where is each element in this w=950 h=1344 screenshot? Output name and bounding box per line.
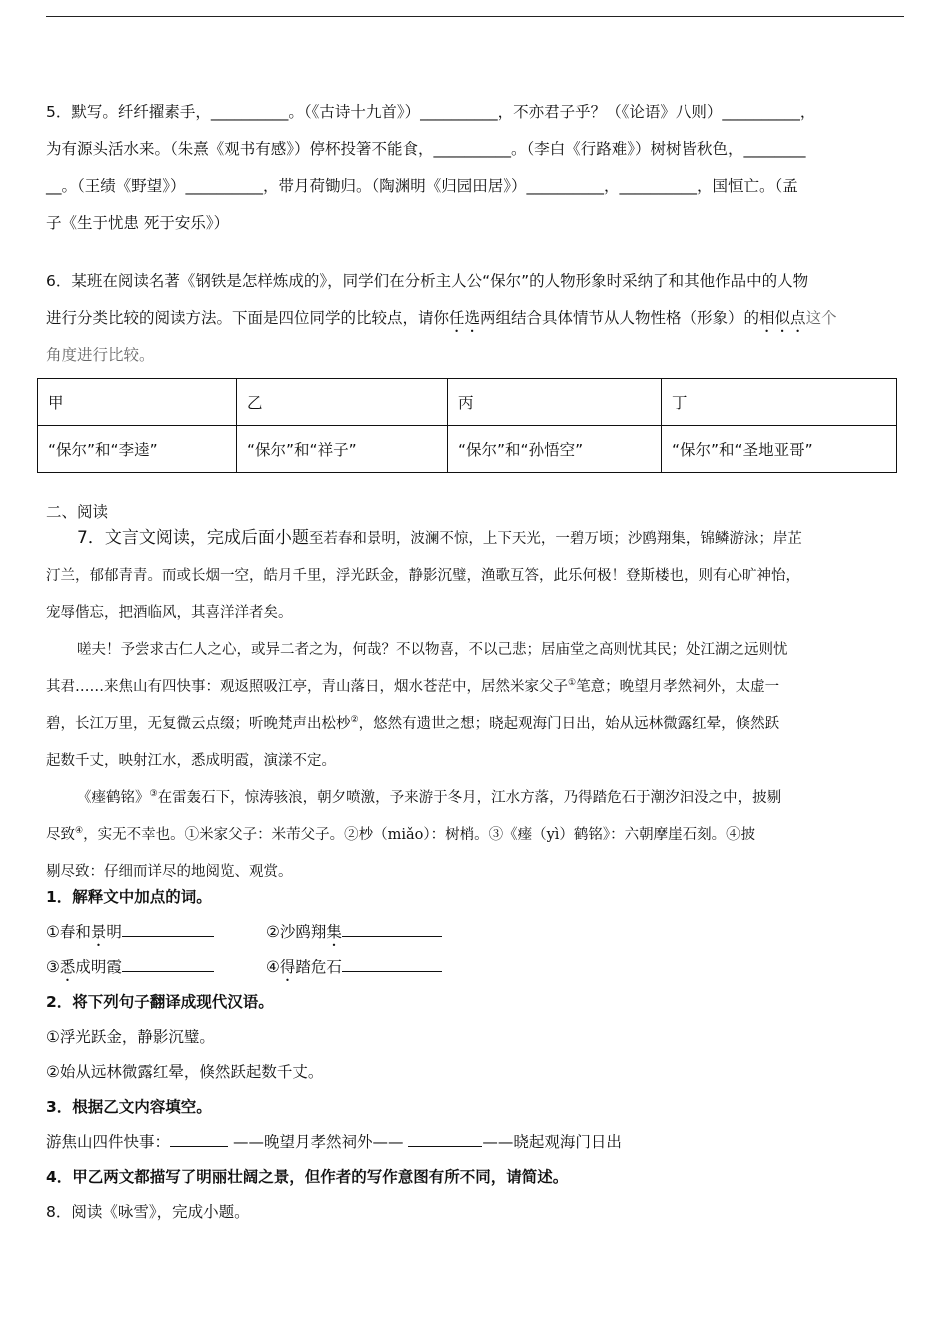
q6-line-2-c: 这个 (805, 309, 837, 327)
q7-p2-b (46, 669, 904, 706)
q7-p2-c2: ，悠然有遗世之想；晓起观海门日出，始从远林微露红晕，倏然跃 (358, 716, 780, 732)
table-header-row (38, 379, 897, 426)
sub3-fill-line (46, 1125, 904, 1160)
table-header-cell: 丁 (662, 379, 897, 426)
q7-p2-a: 嗟夫！予尝求古仁人之心，或异二者之为，何哉？不以物喜，不以己悲；居庙堂之高则忧其民；处江湖之远则忧 (77, 642, 788, 658)
sub1-item-4 (266, 958, 442, 976)
footnote-marker: ④ (75, 826, 84, 837)
answer-blank[interactable] (408, 1132, 482, 1147)
table-cell: “保尔”和“圣地亚哥” (662, 426, 897, 473)
sub2-title: 2．将下列句子翻译成现代汉语。 (46, 993, 274, 1011)
footnote-marker: ③ (149, 789, 158, 800)
q6-emphasis-xiangsidian: 相似点 (759, 309, 806, 327)
question-7 (46, 520, 904, 891)
sub1-item-2-a: ②沙鸥翔 (266, 923, 327, 941)
sub1-item-3-a: ③ (46, 958, 60, 976)
q5-line-3: __。（王绩《野望》）__________，带月荷锄归。（陶渊明《归园田居》）__________，__________，国恒亡。（孟 (46, 177, 798, 195)
q6-line-3: 角度进行比较。 (46, 346, 155, 364)
table-cell: “保尔”和“孙悟空” (448, 426, 662, 473)
answer-blank[interactable] (342, 957, 442, 972)
q6-line-2-a: 进行分类比较的阅读方法。下面是四位同学的比较点，请你 (46, 309, 450, 327)
table-cell: “保尔”和“祥子” (237, 426, 448, 473)
q7-p3-b2: ，实无不幸也。①米家父子：米芾父子。②杪（miǎo）：树梢。③《瘗（yì）鹤铭》：六朝摩崖石刻。④披 (83, 827, 756, 843)
q6-emphasis-rengxuan: 任选 (449, 309, 481, 327)
q7-p1-b: 汀兰，郁郁青青。而或长烟一空，皓月千里，浮光跃金，静影沉璧，渔歌互答，此乐何极！登斯楼也，则有心旷神怡， (46, 568, 800, 584)
q7-paragraph-1 (46, 520, 904, 558)
answer-blank[interactable] (170, 1132, 228, 1147)
sub1-item-3-b: 成明霞 (75, 958, 122, 976)
sub1-item-1-b: 明 (106, 923, 122, 941)
q6-line-2 (46, 300, 904, 337)
table-header-cell: 丙 (448, 379, 662, 426)
q8-title: 8．阅读《咏雪》，完成小题。 (46, 1203, 250, 1221)
question-6 (46, 263, 904, 374)
sub1-item-4-a: ④ (266, 958, 280, 976)
q7-p3-b1: 尽致 (46, 827, 75, 843)
sub1-row-2 (46, 950, 904, 985)
footnote-marker: ② (350, 715, 359, 726)
q7-p1-a: 至若春和景明，波澜不惊，上下天光，一碧万顷；沙鸥翔集，锦鳞游泳；岸芷 (308, 531, 802, 547)
q5-line-2: 为有源头活水来。（朱熹《观书有感》）停杯投箸不能食，__________。（李白《行路难》）树树皆秋色，________ (46, 140, 806, 158)
sub1-emphasis-xi: 悉 (59, 958, 76, 976)
header-rule (46, 16, 904, 17)
sub1-row-1 (46, 915, 904, 950)
q7-p2-c (46, 706, 904, 743)
q7-p3-b (46, 817, 904, 854)
table-cell: “保尔”和“李逵” (38, 426, 237, 473)
q7-p3-a1: 《瘗鹤铭》 (77, 790, 150, 806)
sub1-item-3 (46, 950, 266, 985)
q7-p2-c1: 碧，长江万里，无复微云点缀；听晚梵声出松杪 (46, 716, 351, 732)
subquestion-1 (46, 880, 904, 1230)
sub3-prefix: 游焦山四件快事： (46, 1133, 171, 1151)
sub1-emphasis-jing: 景 (90, 923, 107, 941)
answer-blank[interactable] (122, 922, 214, 937)
sub2-sentence-2: ②始从远林微露红晕，倏然跃起数千丈。 (46, 1063, 324, 1081)
sub1-title: 1．解释文中加点的词。 (46, 888, 212, 906)
q6-line-1: 6．某班在阅读名著《钢铁是怎样炼成的》，同学们在分析主人公“保尔”的人物形象时采纳了和其他作品中的人物 (46, 272, 809, 290)
sub1-emphasis-de: 得 (279, 958, 296, 976)
sub1-item-2 (266, 923, 442, 941)
q7-p3-c: 剔尽致：仔细而详尽的地阅览、观赏。 (46, 864, 293, 880)
question-5 (46, 94, 904, 242)
sub1-emphasis-ji: 集 (326, 923, 342, 941)
sub2-sentence-1: ①浮光跃金，静影沉璧。 (46, 1028, 215, 1046)
answer-blank[interactable] (122, 957, 214, 972)
sub3-mid: ——晚望月孝然祠外—— (232, 1133, 404, 1151)
sub1-item-1-a: ①春和 (46, 923, 91, 941)
footnote-marker: ① (568, 678, 577, 689)
q7-p3-a (46, 780, 904, 817)
q7-p1-c: 宠辱偕忘，把酒临风，其喜洋洋者矣。 (46, 605, 293, 621)
sub4-title: 4．甲乙两文都描写了明丽壮阔之景，但作者的写作意图有所不同，请简述。 (46, 1168, 569, 1186)
q7-p2-b1: 其君……来焦山有四快事：观返照吸江亭，青山落日，烟水苍茫中，居然米家父子 (46, 679, 568, 695)
sub3-title: 3．根据乙文内容填空。 (46, 1098, 212, 1116)
table-header-cell: 甲 (38, 379, 237, 426)
q7-lead: 7．文言文阅读，完成后面小题 (77, 528, 309, 548)
q5-line-4: 子《生于忧患 死于安乐》） (46, 214, 230, 232)
q7-p3-a2: 在雷轰石下，惊涛骇浪，朝夕喷激，予来游于冬月，江水方落，乃得踏危石于潮汐汩没之中，披剔 (157, 790, 782, 806)
section-title: 二、阅读 (46, 503, 109, 521)
q6-line-2-b: 两组结合具体情节从人物性格（形象）的 (480, 309, 760, 327)
q7-p2-b2: 笔意；晚望月孝然祠外，太虚一 (576, 679, 780, 695)
table-header-cell: 乙 (237, 379, 448, 426)
q5-line-1: 5．默写。纤纤擢素手，__________。（《古诗十九首》）__________，不亦君子乎？（《论语》八则）__________， (46, 103, 816, 121)
sub1-item-1 (46, 915, 266, 950)
q7-p2-d: 起数千丈，映射江水，悉成明霞，演漾不定。 (46, 753, 336, 769)
table-row (38, 426, 897, 473)
sub1-item-4-b: 踏危石 (295, 958, 342, 976)
sub3-suffix: ——晓起观海门日出 (482, 1133, 622, 1151)
answer-blank[interactable] (342, 922, 442, 937)
comparison-table (37, 378, 897, 473)
